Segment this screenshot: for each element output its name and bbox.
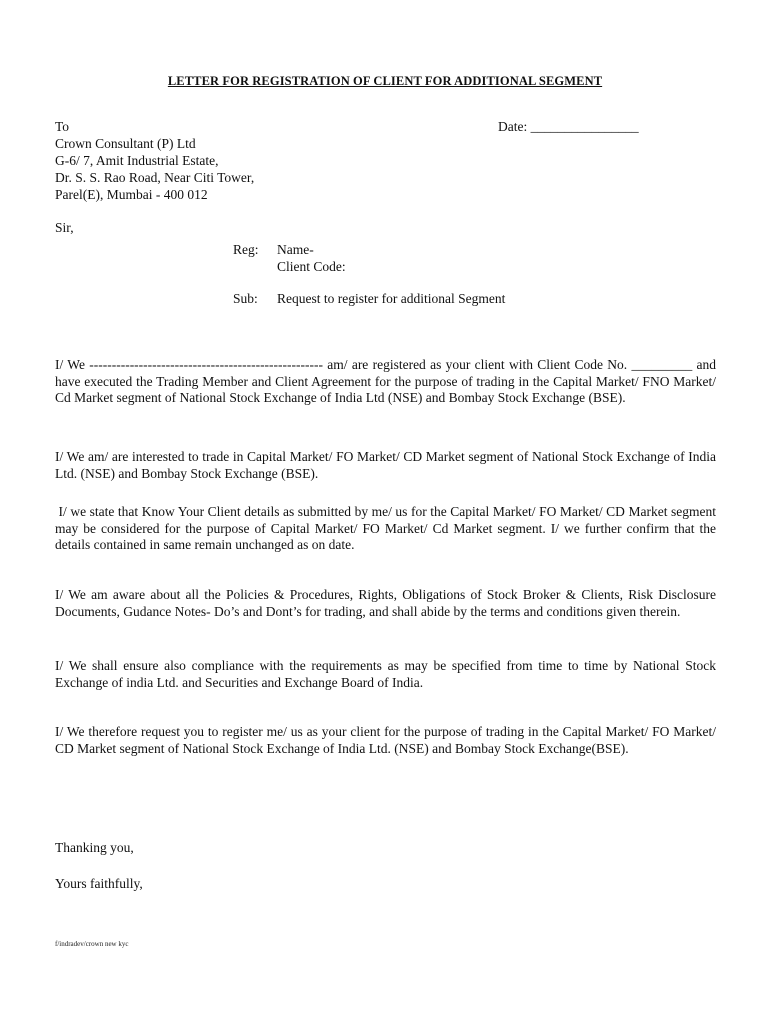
sub-text: Request to register for additional Segment [277, 291, 506, 306]
salutation: Sir, [55, 220, 74, 235]
reg-label: Reg: [233, 242, 259, 257]
body-paragraph-2: I/ We am/ are interested to trade in Capital Market/ FO Market/ CD Market segment of National Stock Exchange of India Ltd. (NSE) and Bombay Stock Exchange (BSE). [55, 449, 716, 481]
subject-line [233, 291, 505, 307]
body-paragraph-1: I/ We ---------------------------------------------------- am/ are registered as your client with Client Code No. _________ and have executed the Trading Member and Client Agreement for the purpose of trading in the Capital Market/ FNO Market/ Cd Market segment of National Stock Exchange of India Ltd (NSE) and Bombay Stock Exchange (BSE). [55, 357, 716, 405]
closing-thanks: Thanking you, [55, 840, 134, 855]
date-field: Date: ________________ [498, 119, 639, 134]
reg-client-code: Client Code: [277, 259, 346, 274]
body-paragraph-6: I/ We therefore request you to register me/ us as your client for the purpose of trading in the Capital Market/ FO Market/ CD Market segment of National Stock Exchange of India Ltd. (NSE) and Bombay Stock Exchange(BSE). [55, 724, 716, 756]
address-to: To [55, 119, 70, 134]
body-paragraph-5: I/ We shall ensure also compliance with the requirements as may be specified from time to time by National Stock Exchange of india Ltd. and Securities and Exchange Board of India. [55, 658, 716, 690]
closing-signoff: Yours faithfully, [55, 876, 143, 891]
address-line-3: Dr. S. S. Rao Road, Near Citi Tower, [55, 170, 255, 185]
footer-path: f/indradev/crown new kyc [55, 940, 129, 948]
sub-label: Sub: [233, 291, 258, 306]
body-paragraph-4: I/ We am aware about all the Policies & Procedures, Rights, Obligations of Stock Broker & Clients, Risk Disclosure Documents, Gudance Notes- Do’s and Dont’s for trading, and shall abide by the terms and conditions given therein. [55, 587, 716, 619]
address-line-1: Crown Consultant (P) Ltd [55, 136, 196, 151]
reg-name: Name- [277, 242, 314, 257]
address-line-4: Parel(E), Mumbai - 400 012 [55, 187, 208, 202]
reg-block [233, 241, 346, 275]
address-line-2: G-6/ 7, Amit Industrial Estate, [55, 153, 219, 168]
recipient-address [55, 118, 254, 203]
letter-title: LETTER FOR REGISTRATION OF CLIENT FOR ADDITIONAL SEGMENT [167, 74, 603, 88]
body-paragraph-3: I/ we state that Know Your Client details as submitted by me/ us for the Capital Market/ FO Market/ CD Market segment may be considered for the purpose of Capital Market/ FO Market/ Cd Market segment. I/ we further confirm that the details contained in same remain unchanged as on date. [55, 504, 720, 552]
